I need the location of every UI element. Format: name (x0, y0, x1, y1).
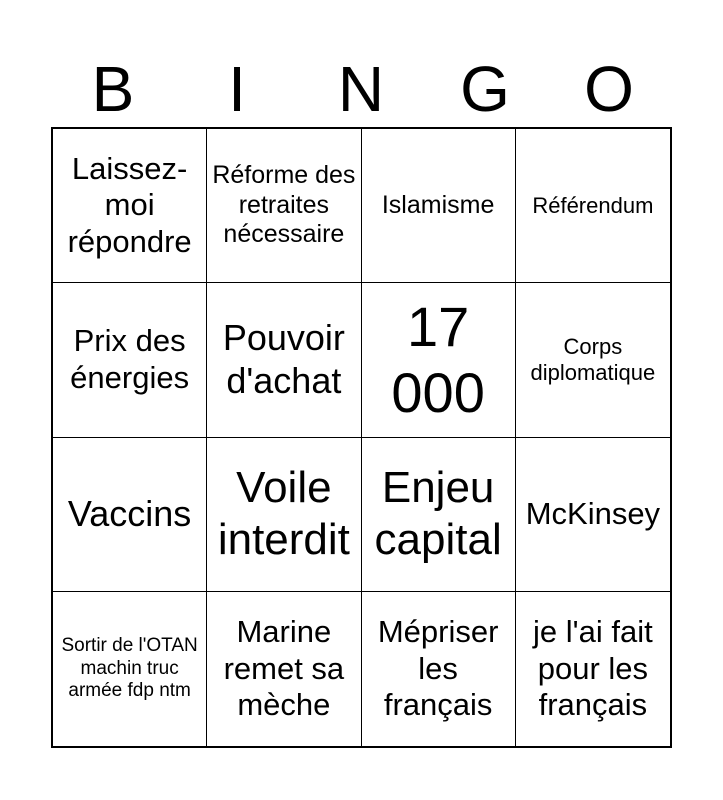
bingo-cell[interactable] (207, 129, 361, 283)
cell-label: Marine remet sa mèche (223, 614, 345, 723)
cell-label: je l'ai fait pour les français (533, 614, 653, 723)
header-letter-g: G (460, 53, 510, 125)
bingo-cell[interactable] (207, 438, 361, 592)
cell-label: Vaccins (67, 492, 192, 534)
cell-label: Réforme des retraites nécessaire (212, 161, 356, 249)
bingo-cell[interactable] (207, 283, 361, 437)
cell-label: 17 000 (391, 294, 485, 424)
cell-label: Voile interdit (217, 463, 350, 565)
cell-label: Islamisme (381, 190, 495, 219)
bingo-cell[interactable] (362, 283, 516, 437)
cell-label: McKinsey (525, 495, 661, 531)
bingo-board (51, 127, 672, 748)
bingo-cell[interactable] (516, 283, 670, 437)
bingo-header (51, 50, 671, 128)
header-letter-i: I (228, 53, 246, 125)
cell-label: Prix des énergies (70, 323, 190, 395)
cell-label: Laissez-moi répondre (67, 150, 192, 259)
bingo-cell[interactable] (53, 592, 207, 746)
header-letter-n: N (337, 53, 385, 125)
bingo-cell[interactable] (516, 129, 670, 283)
cell-label: Sortir de l'OTAN machin truc armée fdp ntm (61, 635, 198, 702)
bingo-cell[interactable] (53, 283, 207, 437)
cell-label: Corps diplomatique (530, 333, 656, 385)
bingo-cell[interactable] (53, 129, 207, 283)
cell-label: Mépriser les français (377, 614, 499, 723)
header-letter-b: B (91, 53, 135, 125)
cell-label: Pouvoir d'achat (222, 317, 345, 401)
cell-label: Référendum (532, 192, 654, 218)
bingo-cell[interactable] (516, 438, 670, 592)
bingo-cell[interactable] (53, 438, 207, 592)
header-letter-o: O (584, 53, 634, 125)
bingo-cell[interactable] (362, 129, 516, 283)
bingo-cell[interactable] (207, 592, 361, 746)
bingo-cell[interactable] (362, 438, 516, 592)
bingo-cell[interactable] (362, 592, 516, 746)
cell-label: Enjeu capital (374, 463, 502, 565)
bingo-cell[interactable] (516, 592, 670, 746)
